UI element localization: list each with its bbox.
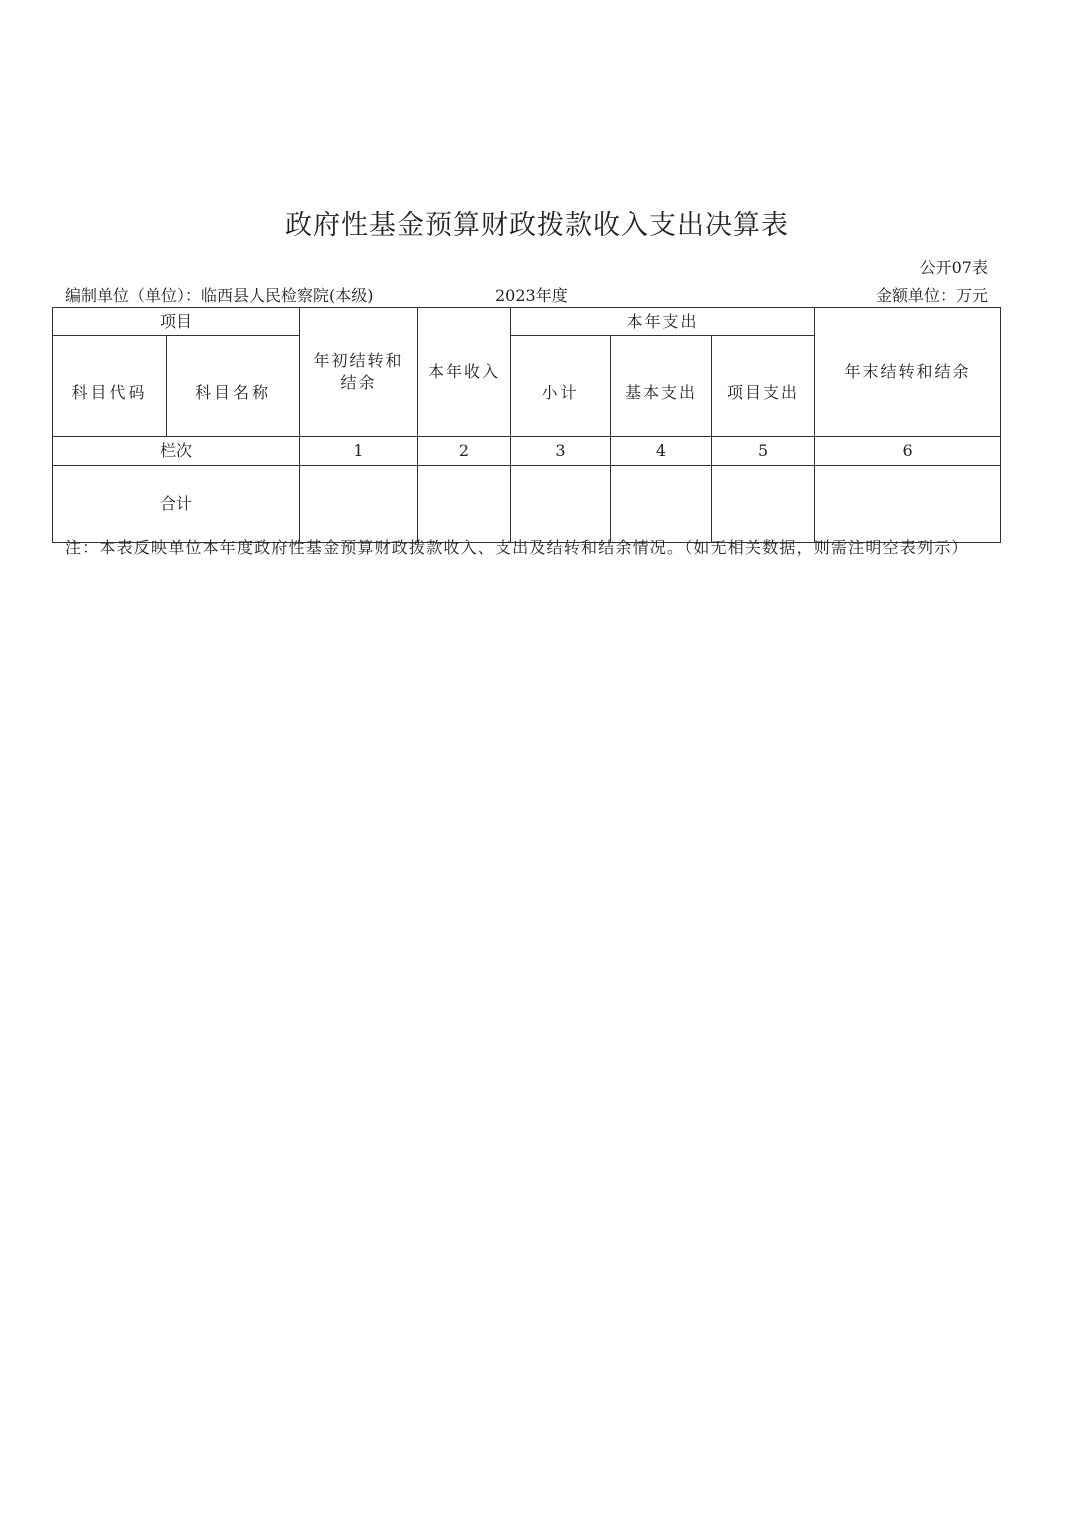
page-title: 政府性基金预算财政拨款收入支出决算表 (285, 210, 789, 241)
header-expense: 本年支出 (511, 308, 815, 336)
column-number-row (53, 437, 1001, 466)
total-cell (611, 466, 712, 543)
column-number-cell: 5 (712, 437, 815, 466)
total-cell (712, 466, 815, 543)
table-note: 注：本表反映单位本年度政府性基金预算财政拨款收入、支出及结转和结余情况。（如无相关数据，则需注明空表列示） (65, 538, 969, 557)
form-number: 公开07表 (919, 258, 988, 277)
column-number-cell: 2 (418, 437, 511, 466)
total-row (53, 466, 1001, 543)
total-label: 合计 (53, 466, 300, 543)
total-cell (815, 466, 1001, 543)
header-subtotal: 小计 (511, 336, 611, 437)
total-cell (511, 466, 611, 543)
column-number-cell: 4 (611, 437, 712, 466)
header-project-expense: 项目支出 (712, 336, 815, 437)
header-end-balance: 年末结转和结余 (815, 308, 1001, 437)
amount-unit: 金额单位：万元 (875, 286, 988, 305)
header-begin-balance-label: 年初结转和结余 (313, 351, 404, 392)
header-name: 科目名称 (167, 336, 300, 437)
fiscal-year: 2023年度 (495, 286, 568, 305)
meta-row (65, 283, 988, 305)
header-income: 本年收入 (418, 308, 511, 437)
header-item: 项目 (53, 308, 300, 336)
header-code: 科目代码 (53, 336, 167, 437)
header-basic-expense: 基本支出 (611, 336, 712, 437)
total-cell (300, 466, 418, 543)
budget-table (52, 307, 1001, 543)
header-begin-balance (300, 308, 418, 437)
compiling-unit: 编制单位（单位）：临西县人民检察院(本级) (65, 286, 374, 305)
column-number-cell: 1 (300, 437, 418, 466)
column-number-cell: 3 (511, 437, 611, 466)
column-number-label: 栏次 (53, 437, 300, 466)
column-number-cell: 6 (815, 437, 1001, 466)
header-row-1 (53, 308, 1001, 336)
total-cell (418, 466, 511, 543)
